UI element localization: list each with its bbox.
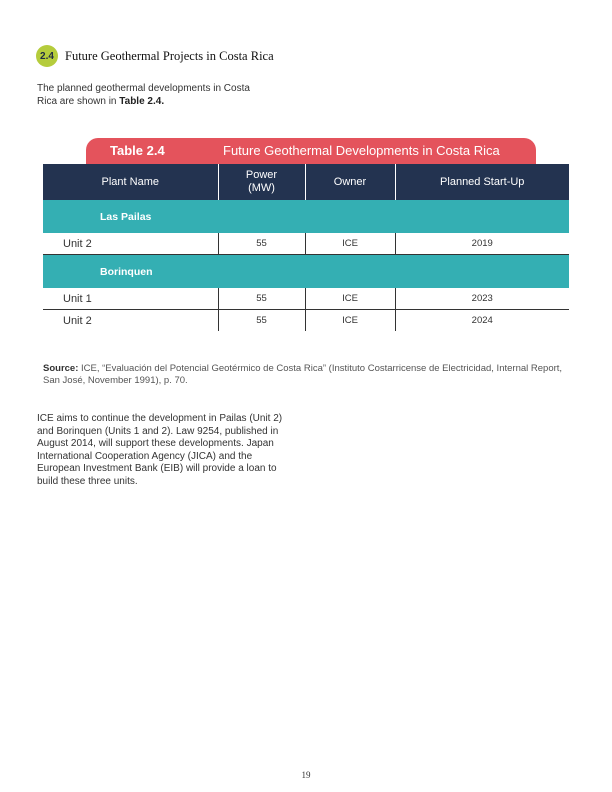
cell-startup: 2023 [395,288,569,310]
section-heading [36,45,274,67]
group-name: Las Pailas [43,200,569,233]
intro-text: The planned geothermal developments in Costa Rica are shown in [37,83,250,107]
table-caption-tab [86,138,536,164]
geothermal-table [43,164,569,331]
cell-plant: Unit 1 [43,288,218,310]
group-row-las-pailas [43,200,569,233]
group-row-borinquen [43,255,569,289]
group-name: Borinquen [43,255,569,289]
table-title: Future Geothermal Developments in Costa Rica [223,143,500,158]
source-text: ICE, “Evaluación del Potencial Geotérmico de Costa Rica” (Instituto Costarricense de Electricidad, Internal Report, San José, November 1991), p. 70. [43,363,563,386]
cell-startup: 2024 [395,310,569,332]
header-owner: Owner [305,164,395,200]
page-number: 19 [301,770,311,780]
table-header-row [43,164,569,200]
table-row [43,233,569,255]
intro-paragraph [37,83,267,108]
cell-power: 55 [218,288,305,310]
cell-owner: ICE [305,233,395,255]
cell-power: 55 [218,233,305,255]
source-label: Source: [43,363,79,374]
header-plant-name: Plant Name [43,164,218,200]
section-number-badge: 2.4 [36,45,58,67]
table-row [43,288,569,310]
cell-power: 55 [218,310,305,332]
header-planned-startup: Planned Start-Up [395,164,569,200]
cell-owner: ICE [305,288,395,310]
cell-plant: Unit 2 [63,314,92,327]
source-note [43,363,573,387]
header-power: Power (MW) [218,164,305,200]
intro-table-ref: Table 2.4. [119,95,165,107]
section-title: Future Geothermal Projects in Costa Rica [65,48,274,63]
cell-owner: ICE [305,310,395,332]
table-number: Table 2.4 [110,143,165,158]
body-paragraph: ICE aims to continue the development in Pailas (Unit 2) and Borinquen (Units 1 and 2). Law 9254, published in August 2014, will support these developments. Japan International Cooperation Agency (JICA) and the European Investment Bank (EIB) will provide a loan to build these three units. [37,413,283,487]
table-row [43,310,569,332]
cell-plant: Unit 2 [43,233,218,255]
cell-startup: 2019 [395,233,569,255]
